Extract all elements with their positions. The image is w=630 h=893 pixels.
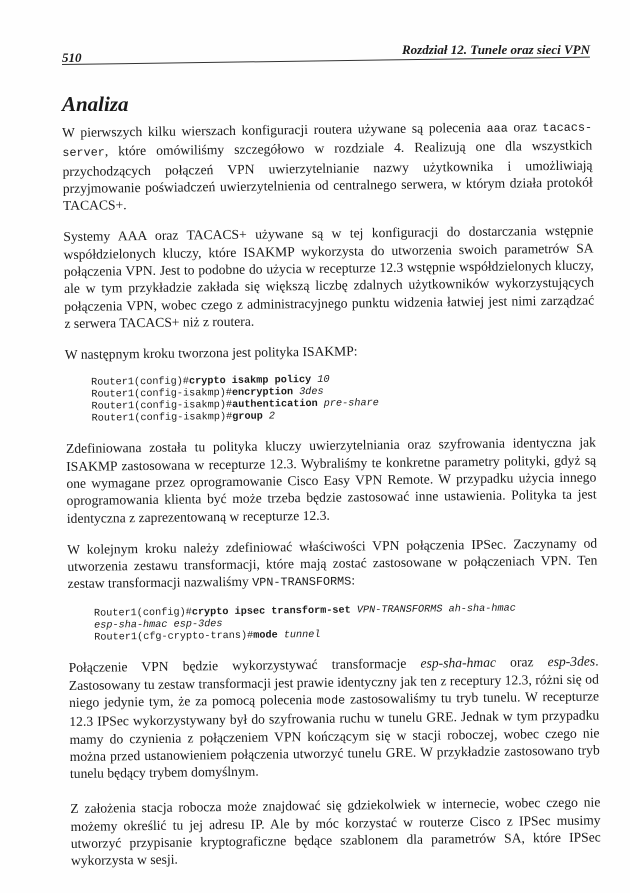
code-prompt: Router1(config-isakmp)# [91, 387, 232, 401]
paragraph-2: Systemy AAA oraz TACACS+ używane są w tej konfiguracji do dostarczania wstępnie współdzielonych kluczy, które ISAKMP wykorzysta do utworzenia swoich parametrów SA połączenia VPN. Jest to podobne do użycia w recepturze 12.3 wstępnie współdzielonych kluczy, ale w tym przykładzie zakłada się większą liczbę zdalnych użytkowników wykorzystujących połączenia VPN, wobec czego z administracyjnego punktu widzenia łatwiej jest nimi zarządzać z serwera TACACS+ niż z routera. [63, 223, 595, 331]
italic-term: esp-sha-hmac [420, 655, 497, 672]
page-number: 510 [62, 50, 82, 65]
code-command: encryption [231, 386, 294, 399]
italic-term: esp-3des [547, 653, 596, 670]
text-run: Połączenie VPN będzie wykorzystywać transformacje [68, 656, 421, 676]
code-prompt: Router1(config)# [93, 607, 192, 620]
code-argument: esp-sha-hmac esp-3des [94, 619, 223, 632]
code-argument: 3des [292, 386, 324, 398]
code-argument: 2 [262, 411, 276, 423]
inline-code: aaa [486, 121, 508, 136]
paragraph-7: Z założenia stacja robocza może znajdować się gdziekolwiek w internecie, wobec czego nie możemy określić tu jej adresu IP. Ale by móc korzystać w routerze Cisco z IPSec musimy utworzyć przypisanie kryptograficzne będące szablonem dla parametrów SA, które IPSec wykorzysta w sesji. [70, 794, 601, 869]
code-prompt: Router1(config-isakmp)# [91, 412, 233, 425]
text-run: oraz [507, 119, 543, 135]
paragraph-5 [67, 534, 598, 594]
text-run: , które omówiliśmy szczegółowo w rozdziale 4. Realizują one dla wszystkich przychodzących połączeń VPN uwierzytelnianie nazwy użytkownika i umożliwiają przyjmowanie poświadczeń uwierzytelnienia od centralnego serwera, w którym działa protokół TACACS+. [62, 137, 593, 214]
text-run: : [351, 572, 356, 588]
code-argument: 10 [311, 374, 330, 386]
code-command: authentication [232, 398, 318, 411]
code-block-ipsec [94, 602, 598, 645]
code-command: crypto ipsec transform-set [191, 605, 351, 619]
code-prompt: Router1(config)# [91, 376, 190, 389]
code-argument: pre-share [317, 398, 379, 410]
paragraph-3: W następnym kroku tworzona jest polityka ISAKMP: [64, 343, 358, 363]
text-run: . Zastosowany tu zestaw transformacji jest prawie identyczny jak ten z receptury 12.3, różni się od niego jedynie tym, że za pomocą polecenia [68, 653, 599, 710]
paragraph-6 [69, 653, 600, 783]
code-command: mode [253, 630, 278, 642]
text-run: oraz [495, 654, 548, 671]
text-run: zastosowaliśmy tu tryb tunelu. W recepturze 12.3 IPSec wykorzystywany był do szyfrowania ruchu w tunelu GRE. Jednak w tym przypadku mamy do czynienia z połączeniem VPN kończącym się w stacji roboczej, wobec czego nie można przed ustanowieniem połączenia utworzyć tunelu GRE. W przykładzie zastosowano tryb tunelu będący trybem domyślnym. [69, 688, 600, 782]
paragraph-4: Zdefiniowana została tu polityka kluczy uwierzytelniania oraz szyfrowania identyczna jak ISAKMP zastosowana w recepturze 12.3. Wybraliśmy te konkretne parametry polityki, gdyż są one wymagane przez oprogramowanie Cisco Easy VPN Remote. W przypadku użycia innego oprogramowania klienta być może trzeba będzie zastosować inne ustawienia. Polityka ta jest identyczna z zaprezentowaną w recepturze 12.3. [65, 434, 597, 526]
code-argument: VPN-TRANSFORMS ah-sha-hmac [350, 603, 516, 617]
paragraph-1 [62, 118, 593, 215]
code-argument: tunnel [277, 630, 321, 642]
page-content [62, 118, 601, 884]
code-prompt: Router1(config-isakmp)# [91, 399, 233, 413]
chapter-title: Rozdział 12. Tunele oraz sieci VPN [401, 42, 590, 57]
code-command: group [232, 411, 263, 424]
inline-code: VPN-TRANSFORMS [252, 574, 352, 591]
section-title: Analiza [62, 92, 129, 116]
inline-code: tacacs-server [62, 120, 593, 161]
text-run: W kolejnym kroku należy zdefiniować właściwości VPN połączenia IPSec. Zaczynamy od utworzenia zestawu transformacji, które mają zostać zastosowane w połączeniach VPN. Ten zestaw transformacji nazwaliśmy [67, 535, 598, 592]
code-prompt: Router1(cfg-crypto-trans)# [94, 630, 254, 644]
code-block-isakmp [91, 371, 596, 426]
code-command: crypto isakmp policy [188, 374, 312, 388]
text-run: W pierwszych kilku wierszach konfiguracji routera używane są polecenia [62, 119, 487, 140]
inline-code: mode [316, 693, 346, 708]
